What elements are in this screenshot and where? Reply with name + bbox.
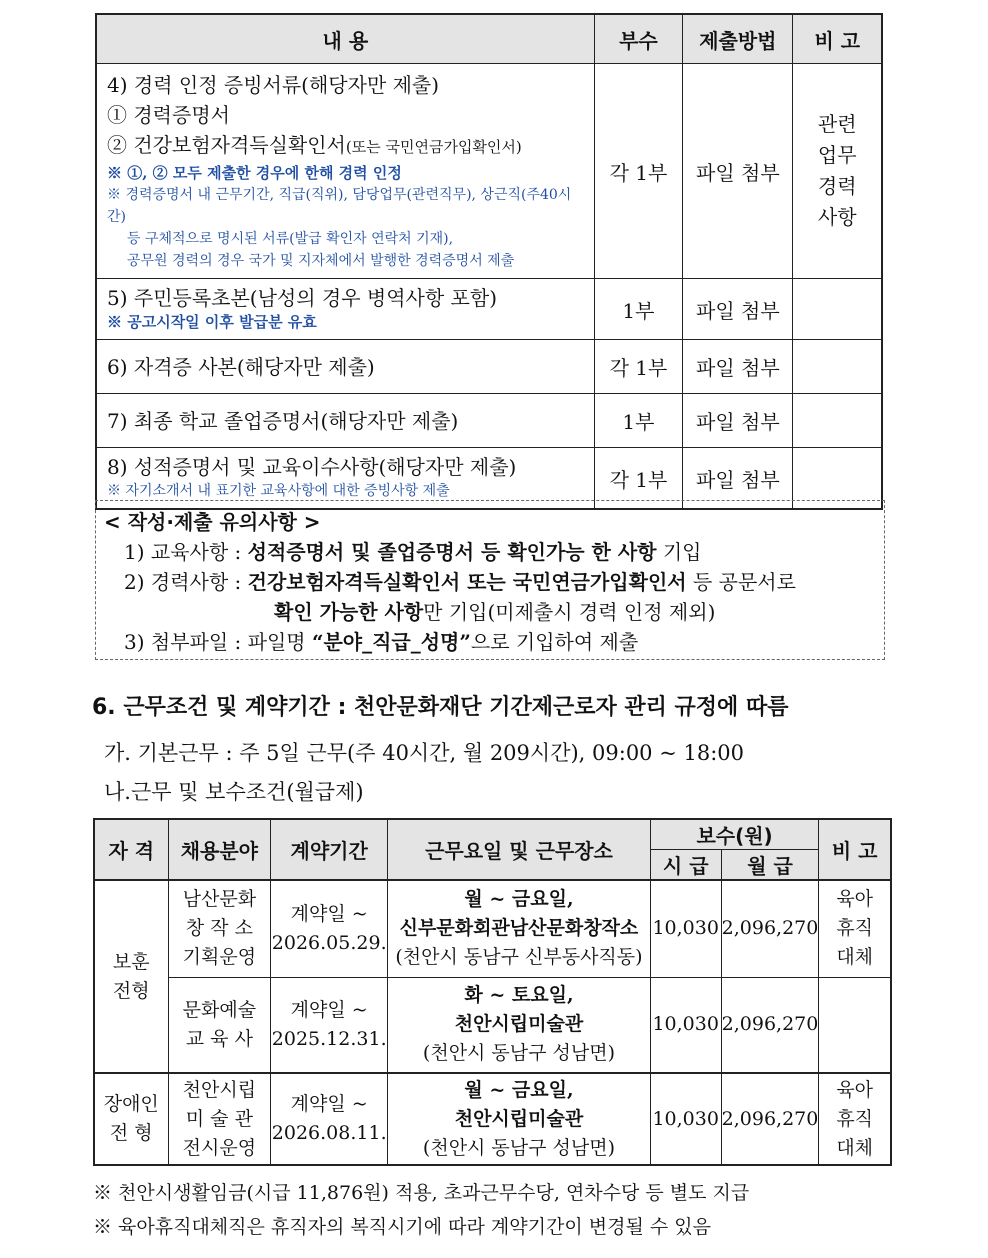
r2-period: 계약일 ~ 2025.12.31. [271, 977, 388, 1073]
table-row [96, 279, 882, 340]
documents-header-row [96, 14, 882, 64]
header-content: 내 용 [96, 14, 594, 64]
r1-hourly: 10,030 [650, 880, 721, 977]
table-row [96, 340, 882, 394]
group-disabled: 장애인 전 형 [94, 1073, 168, 1165]
r2-monthly: 2,096,270 [721, 977, 819, 1073]
row5-copies: 1부 [594, 279, 682, 340]
work-conditions-table [93, 818, 892, 1166]
header-period: 계약기간 [271, 819, 388, 880]
section6-title: 6. 근무조건 및 계약기간 : 천안문화재단 기간제근로자 관리 규정에 따름 [92, 695, 789, 720]
header-pay: 보수(원) [650, 819, 819, 850]
row5-content: 5) 주민등록초본(남성의 경우 병역사항 포함) ※ 공고시작일 이후 발급분 유효 [96, 279, 594, 340]
r3-place: 월 ~ 금요일, 천안시립미술관 (천안시 동남구 성남면) [388, 1073, 651, 1165]
row7-content: 7) 최종 학교 졸업증명서(해당자만 제출) [96, 394, 594, 448]
notice-item-2-cont: 확인 가능한 사항만 기입(미제출시 경력 인정 제외) [274, 600, 716, 624]
r2-place: 화 ~ 토요일, 천안시립미술관 (천안시 동남구 성남면) [388, 977, 651, 1073]
r1-monthly: 2,096,270 [721, 880, 819, 977]
row4-note-bold: ※ ①, ② 모두 제출한 경우에 한해 경력 인정 [107, 164, 402, 182]
row4-method: 파일 첨부 [683, 64, 793, 279]
row4-remark: 관련 업무 경력 사항 [793, 64, 882, 279]
r3-period: 계약일 ~ 2026.08.11. [271, 1073, 388, 1165]
r3-field: 천안시립 미 술 관 전시운영 [168, 1073, 271, 1165]
row4-content [96, 64, 594, 279]
header-qualification: 자 격 [94, 819, 168, 880]
row8-content: 8) 성적증명서 및 교육이수사항(해당자만 제출) ※ 자기소개서 내 표기한 교육사항에 대한 증빙사항 제출 [96, 448, 594, 510]
notice-item-2: 2) 경력사항 : 건강보험자격득실확인서 또는 국민연금가입확인서 등 공문서로 [124, 570, 796, 594]
row4-title: 4) 경력 인정 증빙서류(해당자만 제출) [107, 73, 440, 97]
r1-period: 계약일 ~ 2026.05.29. [271, 880, 388, 977]
header-hourly: 시 급 [650, 850, 721, 881]
header-remark: 비 고 [793, 14, 882, 64]
notice-title: < 작성·제출 유의사항 > [104, 510, 321, 534]
notice-item-3: 3) 첨부파일 : 파일명 “분야_직급_성명”으로 기입하여 제출 [124, 630, 639, 654]
r2-field: 문화예술 교 육 사 [168, 977, 271, 1073]
header-place: 근무요일 및 근무장소 [388, 819, 651, 880]
table-row [94, 1073, 891, 1165]
r3-remark: 육아 휴직 대체 [819, 1073, 891, 1165]
row6-content: 6) 자격증 사본(해당자만 제출) [96, 340, 594, 394]
documents-table [95, 13, 883, 510]
row6-method: 파일 첨부 [683, 340, 793, 394]
notice-item-1: 1) 교육사항 : 성적증명서 및 졸업증명서 등 확인가능 한 사항 기입 [124, 540, 702, 564]
row4-item2: ② 건강보험자격득실확인서(또는 국민연금가입확인서) [107, 133, 522, 157]
table-row [96, 64, 882, 279]
row4-item1: ① 경력증명서 [107, 103, 230, 127]
header-field: 채용분야 [168, 819, 271, 880]
row4-note-1: ※ 경력증명서 내 근무기간, 직급(직위), 담당업무(관련직무), 상근직(주40시간) [107, 187, 572, 225]
basic-work-line: 가. 기본근무 : 주 5일 근무(주 40시간, 월 209시간), 09:00 ~ 18:00 [104, 741, 745, 765]
row5-note: ※ 공고시작일 이후 발급분 유효 [107, 313, 317, 331]
r1-remark: 육아 휴직 대체 [819, 880, 891, 977]
row4-note-2: 등 구체적으로 명시된 서류(발급 확인자 연락처 기재), [127, 231, 454, 247]
header-remark2: 비 고 [819, 819, 891, 880]
row8-method: 파일 첨부 [683, 448, 793, 510]
r2-remark [819, 977, 891, 1073]
r3-hourly: 10,030 [650, 1073, 721, 1165]
group-veteran: 보훈 전형 [94, 880, 168, 1073]
submission-notice-box [95, 500, 885, 660]
r1-field: 남산문화 창 작 소 기획운영 [168, 880, 271, 977]
table-row [94, 880, 891, 977]
r2-hourly: 10,030 [650, 977, 721, 1073]
row4-note-3: 공무원 경력의 경우 국가 및 지자체에서 발행한 경력증명서 제출 [127, 253, 515, 269]
row8-note: ※ 자기소개서 내 표기한 교육사항에 대한 증빙사항 제출 [107, 483, 450, 499]
pay-condition-line: 나.근무 및 보수조건(월급제) [104, 780, 364, 804]
footnote-2: ※ 육아휴직대체직은 휴직자의 복직시기에 따라 계약기간이 변경될 수 있음 [93, 1216, 711, 1238]
table-row [96, 394, 882, 448]
footnote-1: ※ 천안시생활임금(시급 11,876원) 적용, 초과근무수당, 연차수당 등 별도 지급 [93, 1182, 750, 1204]
r3-monthly: 2,096,270 [721, 1073, 819, 1165]
table-row [94, 977, 891, 1073]
row7-method: 파일 첨부 [683, 394, 793, 448]
header-copies: 부수 [594, 14, 682, 64]
row7-copies: 1부 [594, 394, 682, 448]
row8-copies: 각 1부 [594, 448, 682, 510]
row5-method: 파일 첨부 [683, 279, 793, 340]
header-method: 제출방법 [683, 14, 793, 64]
row6-copies: 각 1부 [594, 340, 682, 394]
header-monthly: 월 급 [721, 850, 819, 881]
r1-place: 월 ~ 금요일, 신부문화회관남산문화창작소 (천안시 동남구 신부동사직동) [388, 880, 651, 977]
row4-copies: 각 1부 [594, 64, 682, 279]
